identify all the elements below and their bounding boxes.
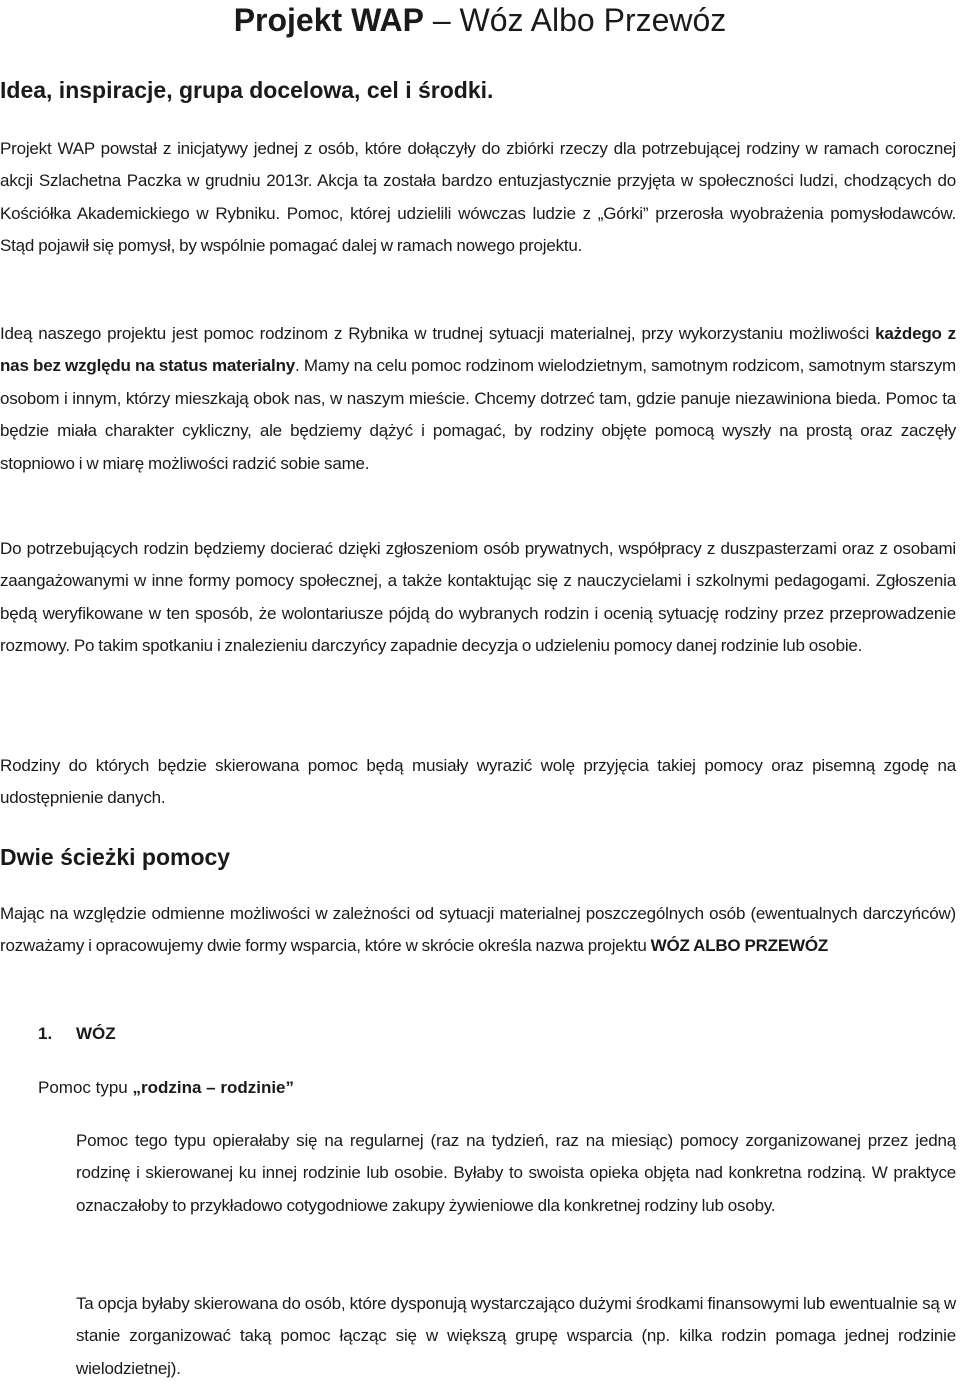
document-title [0,0,960,40]
paragraph-two-paths [0,898,956,963]
paragraph-idea-text-a: Ideą naszego projektu jest pomoc rodzinom z Rybnika w trudnej sytuacji materialnej, przy wykorzystaniu możliwości [0,324,876,343]
paragraph-option-target: Ta opcja byłaby skierowana do osób, które dysponują wystarczająco dużymi środkami finansowymi lub ewentualnie są w stanie zorganizować taką pomoc łącząc się w większą grupę wsparcia (np. kilka rodzin pomaga jednej rodzinie wielodzietnej). [76,1294,956,1378]
section-heading-two-paths: Dwie ścieżki pomocy [0,844,231,870]
paragraph-idea-bold: każdego z nas bez względu na status materialny [0,324,956,376]
paragraph-two-paths-bold: WÓZ ALBO PRZEWÓZ [650,936,829,956]
list-label: WÓZ [76,1024,116,1043]
subheading-family-to-family [38,1073,638,1103]
paragraph-idea-text-b: . Mamy na celu pomoc rodzinom wielodzietnym, samotnym rodzicom, samotnym starszym osobom i innym, którzy mieszkają obok nas, w naszym mieście. Chcemy dotrzeć tam, gdzie panuje niezawiniona bieda. Pomoc ta będzie miała charakter cykliczny, ale będziemy dążyć i pomagać, by rodziny objęte pomocą wyszły na prostą oraz zaczęły stopniowo i w miarę możliwości radzić sobie same. [0,356,956,473]
title-rest: – Wóz Albo Przewóz [423,2,727,38]
paragraph-two-paths-text: Mając na względzie odmienne możliwości w zależności od sytuacji materialnej poszczególnych osób (ewentualnych darczyńców) rozważamy i opracowujemy dwie formy wsparcia, które w skrócie określa nazwa projektu [0,904,956,956]
paragraph-regular-help: Pomoc tego typu opierałaby się na regularnej (raz na tydzień, raz na miesiąc) pomocy zorganizowanej przez jedną rodzinę i skierowanej ku innej rodzinie lub osobie. Byłaby to swoista opieka objęta nad konkretna rodziną. W praktyce oznaczałoby to przykładowo cotygodniowe zakupy żywieniowe dla konkretnej rodziny lub osoby. [76,1131,956,1215]
paragraph-idea [0,318,956,480]
section-heading-idea: Idea, inspiracje, grupa docelowa, cel i środki. [0,77,494,103]
paragraph-reach: Do potrzebujących rodzin będziemy docierać dzięki zgłoszeniom osób prywatnych, współpracy z duszpasterzami oraz z osobami zaangażowanymi w inne formy pomocy społecznej, a także kontaktując się z nauczycielami i szkolnymi pedagogami. Zgłoszenia będą weryfikowane w ten sposób, że wolontariusze pójdą do wybranych rodzin i ocenią sytuację rodziny przez przeprowadzenie rozmowy. Po takim spotkaniu i znalezieniu darczyńcy zapadnie decyzja o udzieleniu pomocy danej rodzinie lub osobie. [0,539,956,656]
paragraph-consent: Rodziny do których będzie skierowana pomoc będą musiały wyrazić wolę przyjęcia takiej pomocy oraz pisemną zgodę na udostępnienie danych. [0,756,956,808]
paragraph-origin: Projekt WAP powstał z inicjatywy jednej z osób, które dołączyły do zbiórki rzeczy dla potrzebującej rodziny w ramach corocznej akcji Szlachetna Paczka w grudniu 2013r. Akcja ta została bardzo entuzjastycznie przyjęta w społeczności ludzi, chodzących do Kościółka Akademickiego w Rybniku. Pomoc, której udzielili wówczas ludzie z „Górki” przerosła wyobrażenia pomysłodawców. Stąd pojawił się pomysł, by wspólnie pomagać dalej w ramach nowego projektu. [0,139,956,256]
list-number: 1. [38,1024,53,1043]
subheading-text: Pomoc typu [38,1078,133,1097]
list-item-woz [38,1019,438,1049]
subheading-bold: „rodzina – rodzinie” [132,1078,295,1097]
title-bold: Projekt WAP [233,2,424,38]
